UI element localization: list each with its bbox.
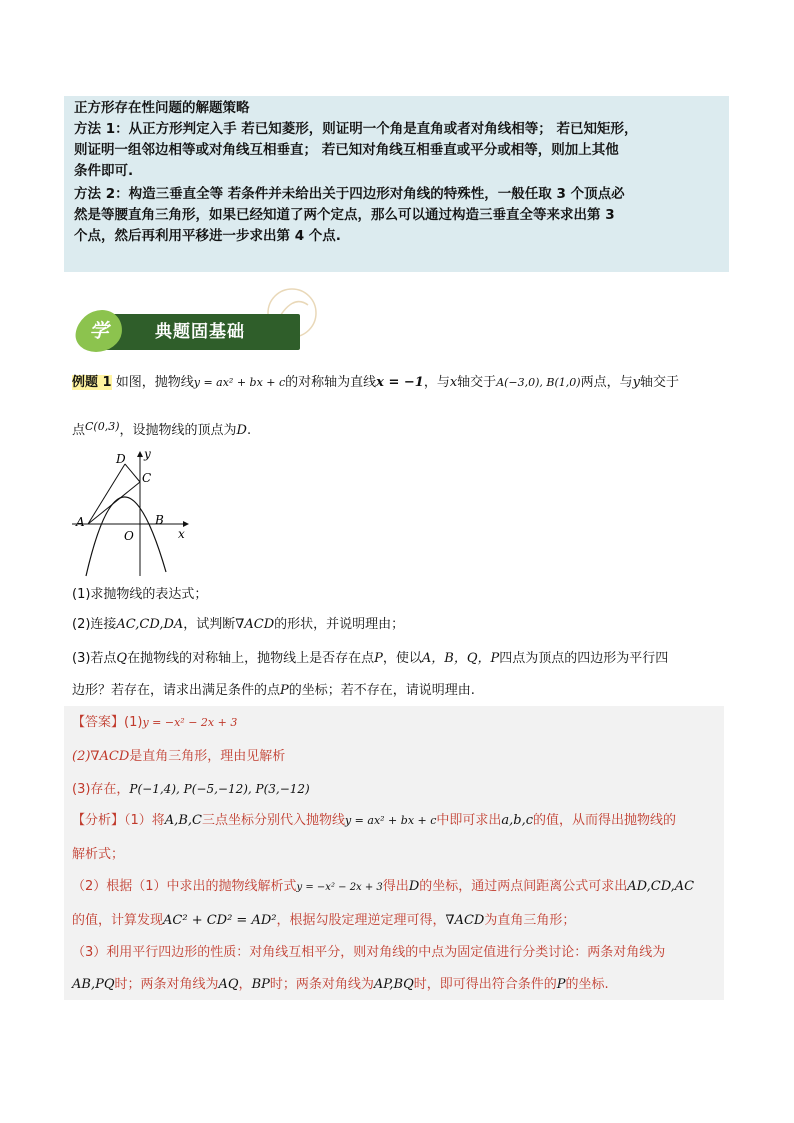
problem-text-2b: ，设抛物线的顶点为 — [119, 423, 237, 438]
analysis-line-3 — [72, 878, 694, 897]
problem-text-1a: 如图，抛物线 — [115, 375, 194, 390]
answer-line-2 — [72, 748, 285, 766]
label-d: D — [116, 452, 126, 466]
segment-dc — [125, 464, 140, 482]
analysis-2-pythag: AC² + CD² = AD² — [163, 913, 277, 928]
analysis-1-abc: a,b,c — [501, 813, 534, 828]
analysis-2-text-f: 为直角三角形； — [484, 913, 576, 928]
analysis-1-text-d: 的值，从而得出抛物线的 — [533, 813, 677, 828]
analysis-1-text-b: 三点坐标分别代入抛物线 — [201, 813, 345, 828]
parabola-figure — [68, 448, 198, 578]
problem-text-2a: 点 — [72, 423, 86, 438]
problem-y-var: y — [632, 375, 640, 390]
problem-text-1c: ，与 — [423, 375, 450, 390]
problem-x-var: x — [449, 375, 458, 390]
strategy-box — [64, 96, 729, 272]
strategy-line-1: 方法 1：从正方形判定入手 若已知菱形，则证明一个角是直角或者对角线相等； 若已知矩形， — [74, 121, 638, 137]
question-3-text-a: (3)若点 — [72, 651, 117, 666]
analysis-3-diag-aq: AQ — [218, 977, 239, 992]
question-1: (1)求抛物线的表达式； — [72, 587, 208, 602]
analysis-3-diag-1: AB,PQ — [72, 977, 115, 992]
analysis-2-d: D — [408, 879, 420, 894]
question-2-triangle: ∇ACD — [235, 617, 275, 632]
analysis-2-text-c: 的坐标，通过两点间距离公式可求出 — [419, 879, 628, 894]
question-2-text-b: ，试判断 — [183, 617, 236, 632]
question-3-points: A，B，Q，P — [421, 651, 500, 666]
analysis-2-segments: AD,CD,AC — [627, 879, 695, 894]
strategy-line-6: 个点，然后再利用平移进一步求出第 4 个点. — [74, 228, 341, 244]
problem-vertex-d: D — [236, 423, 247, 438]
strategy-line-5: 然是等腰直角三角形，如果已经知道了两个定点，那么可以通过构造三垂直全等来求出第 3 — [74, 207, 615, 223]
analysis-line-4 — [72, 912, 575, 930]
question-3-text-b: 在抛物线的对称轴上，抛物线上是否存在点 — [127, 651, 375, 666]
analysis-line-2: 解析式； — [72, 847, 125, 862]
analysis-line-5: （3）利用平行四边形的性质：对角线互相平分，则对角线的中点为固定值进行分类讨论：两条对角线为 — [72, 945, 666, 960]
question-2-segments: AC,CD,DA — [116, 617, 184, 632]
question-3-q: Q — [116, 651, 128, 666]
analysis-3-sep: ， — [238, 977, 252, 992]
analysis-2-triangle: ∇ACD — [445, 913, 485, 928]
analysis-3-text-d: 时，即可得出符合条件的 — [413, 977, 557, 992]
analysis-1-eq: y = ax² + bx + c — [344, 814, 437, 827]
problem-axis-eq: x = −1 — [376, 375, 424, 390]
answer-tag: 【答案】 — [72, 715, 125, 730]
strategy-line-2: 则证明一组邻边相等或对角线互相垂直； 若已知对角线互相垂直或平分或相等，则加上其他 — [74, 142, 619, 158]
analysis-2-text-a: （2）根据（1）中求出的抛物线解析式 — [72, 879, 297, 894]
answer-3-text: (3)存在， — [72, 782, 130, 797]
question-3-text-e: 边形？若存在，请求出满足条件的点 — [72, 683, 281, 698]
problem-text-1b: 的对称轴为直线 — [285, 375, 377, 390]
question-3-text-d: 四点为顶点的四边形为平行四 — [499, 651, 669, 666]
problem-text-1d: 轴交于 — [457, 375, 497, 390]
answer-1-eq: y = −x² − 2x + 3 — [142, 716, 238, 729]
problem-point-c: C(0,3) — [85, 420, 120, 433]
label-o: O — [124, 529, 134, 543]
problem-line-2 — [72, 418, 251, 440]
answer-3-points: P(−1,4), P(−5,−12), P(3,−12) — [129, 782, 310, 796]
question-2 — [72, 616, 404, 634]
analysis-3-text-e: 的坐标. — [565, 977, 609, 992]
analysis-tag: 【分析】 — [72, 813, 125, 828]
question-3-p: P — [374, 651, 383, 666]
strategy-line-4: 方法 2：构造三垂直全等 若条件并未给出关于四边形对角线的特殊性，一般任取 3 个顶点必 — [74, 186, 625, 202]
analysis-2-text-d: 的值，计算发现 — [72, 913, 164, 928]
analysis-3-p: P — [556, 977, 566, 992]
label-a: A — [76, 515, 85, 529]
analysis-1-text-c: 中即可求出 — [436, 813, 502, 828]
strategy-title: 正方形存在性问题的解题策略 — [74, 100, 250, 116]
problem-text-1f: 轴交于 — [639, 375, 679, 390]
section-header-bar — [100, 314, 300, 350]
problem-parabola-eq: y = ax² + bx + c — [193, 376, 286, 389]
problem-text-2c: . — [246, 423, 252, 438]
section-badge — [73, 310, 125, 352]
analysis-1-text-a: （1）将 — [124, 813, 165, 828]
question-3-text-f: 的坐标；若不存在，请说明理由. — [288, 683, 475, 698]
answer-line-3 — [72, 780, 310, 799]
label-b: B — [155, 513, 164, 527]
analysis-3-diag-bp: BP — [251, 977, 270, 992]
analysis-line-6 — [72, 976, 609, 994]
problem-label: 例题 1 — [72, 375, 112, 390]
analysis-3-diag-3: AP,BQ — [373, 977, 414, 992]
answer-2-text: 是直角三角形，理由见解析 — [129, 749, 286, 764]
section-title: 典题固基础 — [155, 322, 245, 342]
question-2-text-a: (2)连接 — [72, 617, 117, 632]
analysis-3-text-b: 时；两条对角线为 — [114, 977, 219, 992]
segment-ad — [88, 464, 125, 524]
problem-line-1 — [72, 374, 679, 392]
problem-points-ab: A(−3,0), B(1,0) — [496, 376, 581, 389]
label-c: C — [142, 471, 152, 485]
question-2-text-c: 的形状，并说明理由； — [274, 617, 405, 632]
question-3-line-1 — [72, 650, 668, 668]
strategy-line-3: 条件即可. — [74, 163, 134, 179]
question-3-p2: P — [280, 683, 289, 698]
label-x: x — [178, 527, 185, 541]
analysis-line-1 — [72, 812, 676, 830]
analysis-2-text-e: ，根据勾股定理逆定理可得， — [276, 913, 446, 928]
section-badge-text: 学 — [89, 320, 109, 342]
section-header — [70, 310, 302, 352]
analysis-3-text-c: 时；两条对角线为 — [269, 977, 374, 992]
question-3-text-c: ，使以 — [382, 651, 422, 666]
question-3-line-2 — [72, 682, 475, 700]
analysis-2-eq: y = −x² − 2x + 3 — [296, 882, 383, 893]
answer-1-num: (1) — [124, 715, 143, 730]
segment-ac — [88, 482, 140, 524]
label-y: y — [144, 448, 151, 461]
answer-2-triangle: (2)∇ACD — [72, 749, 130, 764]
analysis-1-points: A,B,C — [164, 813, 202, 828]
answer-line-1 — [72, 714, 237, 732]
problem-text-1e: 两点，与 — [580, 375, 633, 390]
analysis-2-text-b: 得出 — [382, 879, 409, 894]
